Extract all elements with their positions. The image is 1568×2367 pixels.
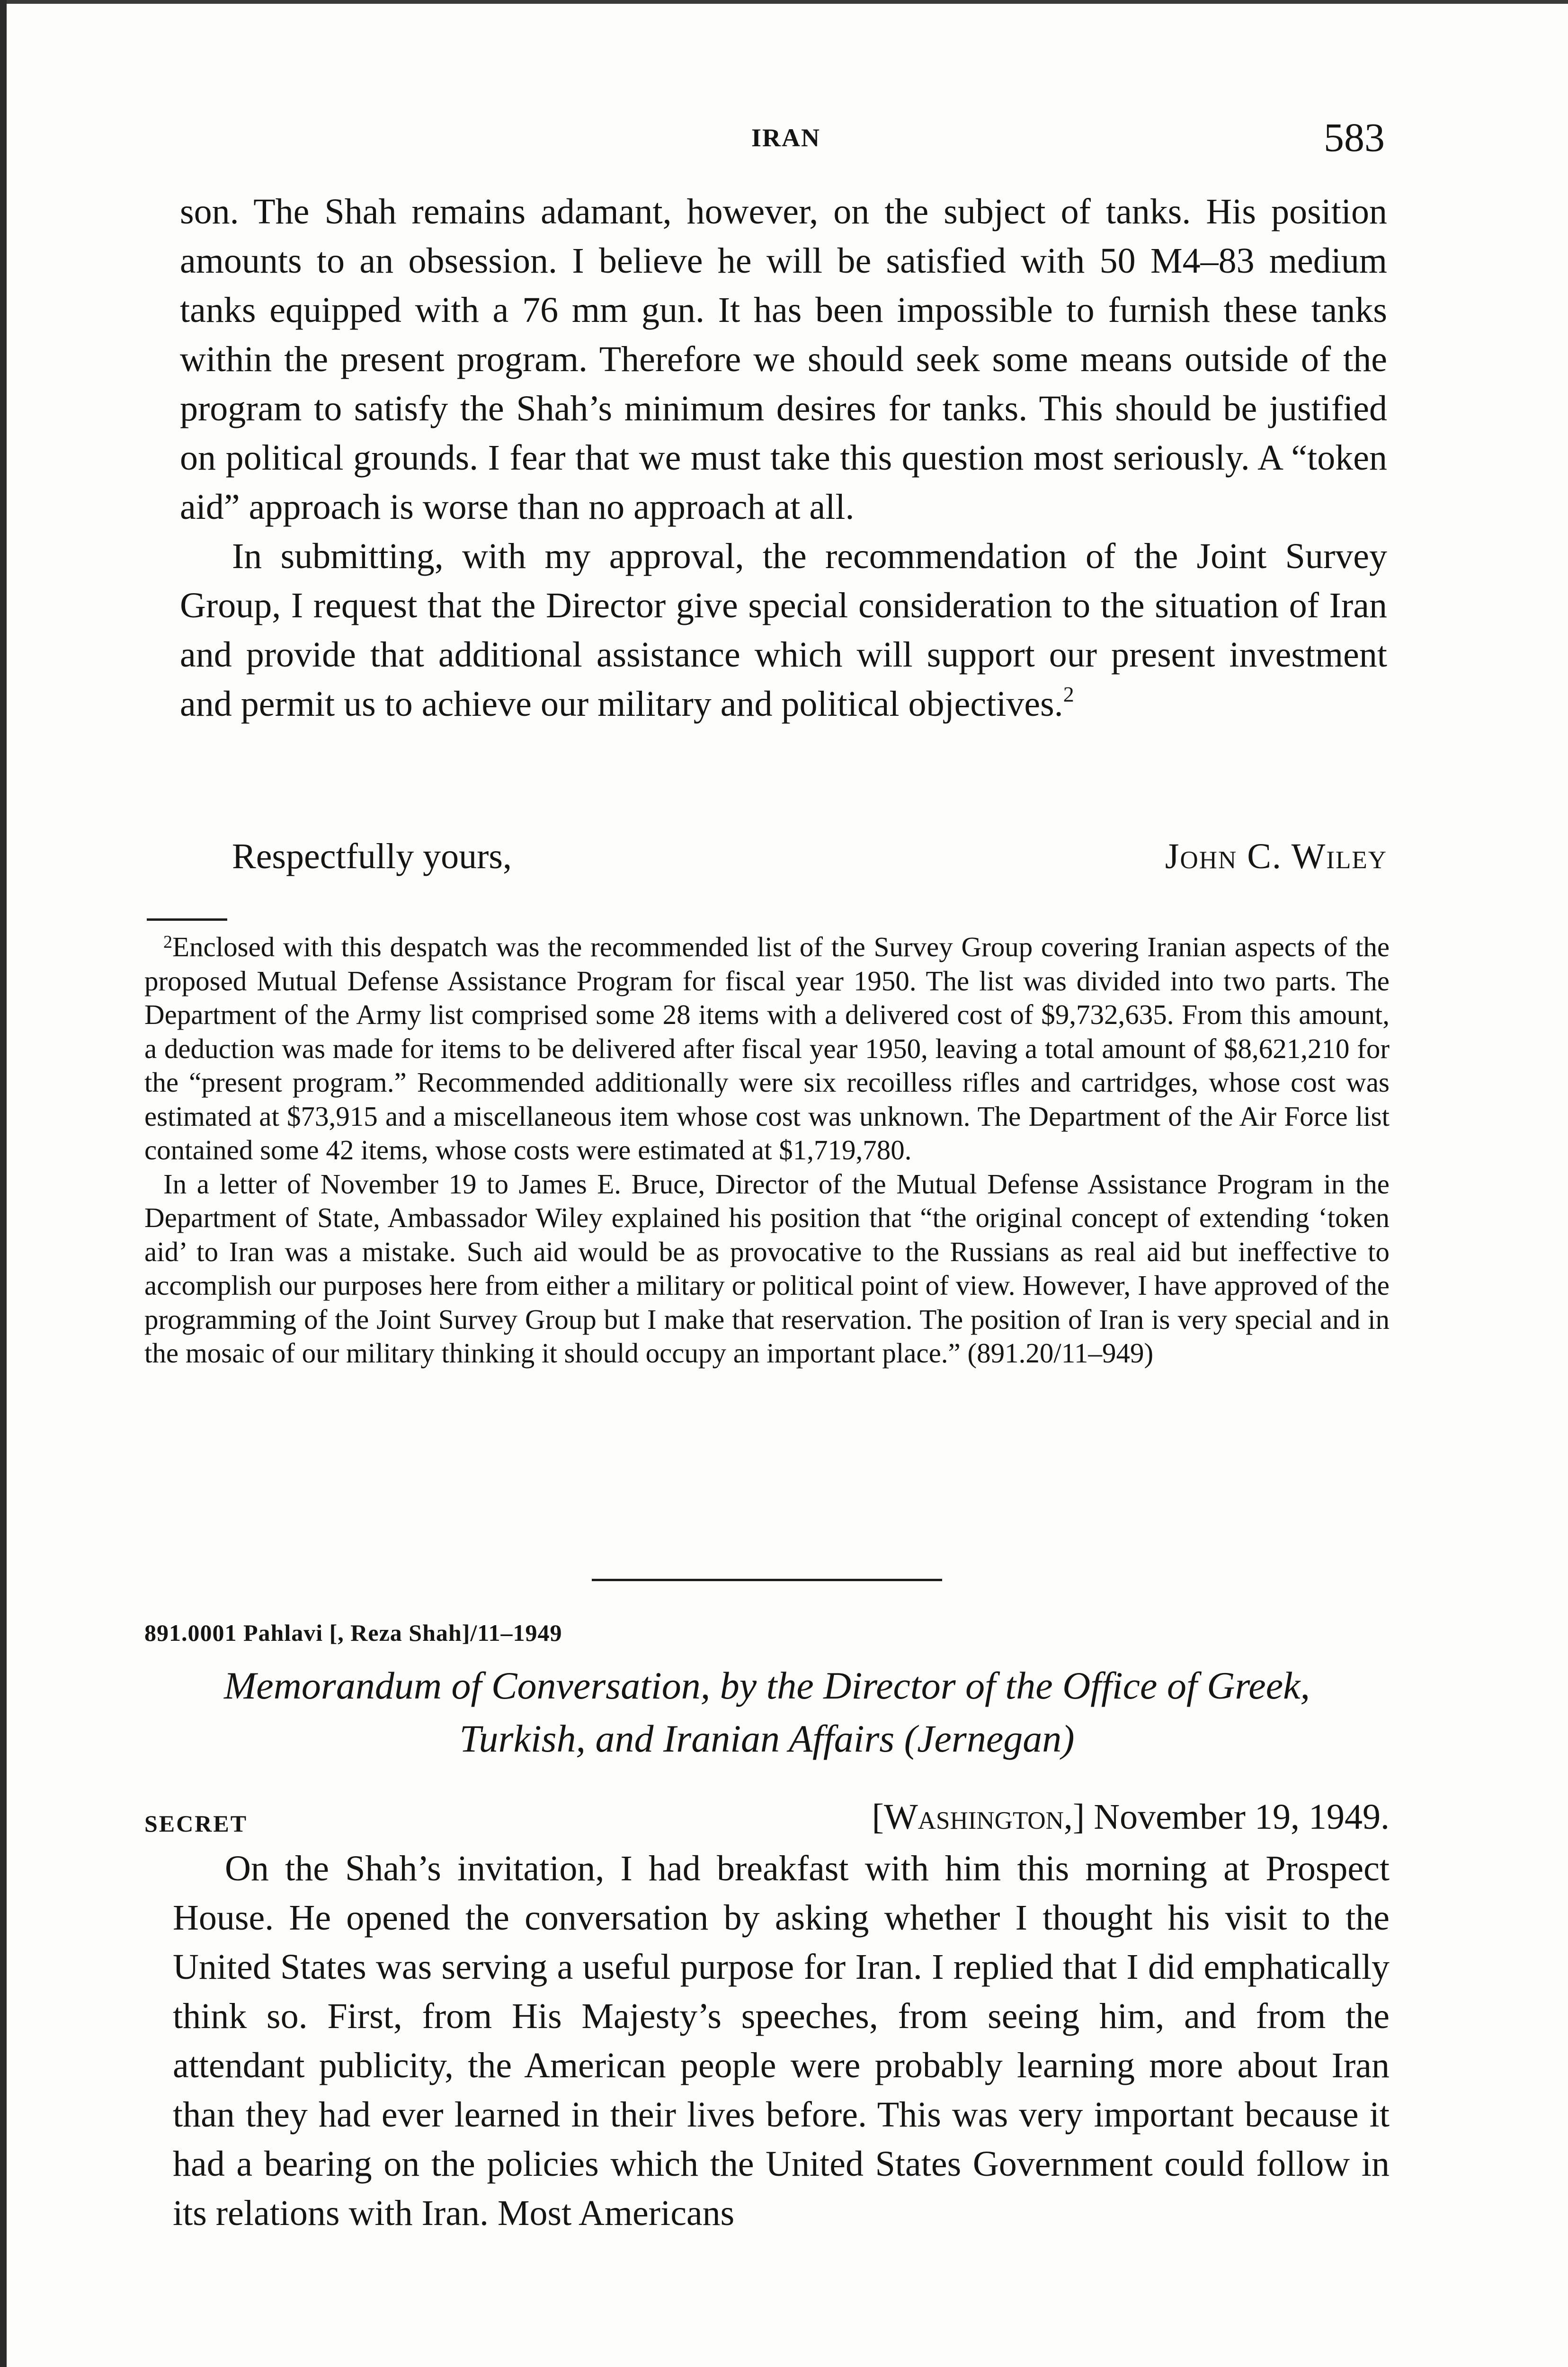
memo-body — [173, 1844, 1390, 2238]
letter-body — [180, 187, 1387, 729]
memo-paragraph-1: On the Shah’s invitation, I had breakfast with him this morning at Prospect House. He opened the conversation by asking whether I thought his visit to the United States was serving a useful purpose for Iran. I replied that I did emphatically think so. First, from His Majesty’s speeches, from seeing him, and from the attendant publicity, the American people were probably learning more about Iran than they had ever learned in their lives before. This was very important because it had a bearing on the policies which the United States Government could follow in its relations with Iran. Most Americans — [173, 1849, 1390, 2233]
dateline — [872, 1797, 1390, 1838]
memo-title-line-1: Memorandum of Conversation, by the Director of the Office of Greek, — [224, 1664, 1310, 1707]
letter-paragraph-final-text: In submitting, with my approval, the recommendation of the Joint Survey Group, I request that the Director give special consideration to the situation of Iran and provide that additional assistance which will support our present investment and permit us to achieve our military and political objectives. — [180, 536, 1387, 724]
memo-title — [144, 1659, 1390, 1765]
classification-marking: SECRET — [144, 1810, 248, 1837]
letter-paragraph-continued: son. The Shah remains adamant, however, on the subject of tanks. His position amounts to an obsession. I believe he will be satisfied with 50 M4–83 medium tanks equipped with a 76 mm gun. It has been impossible to furnish these tanks within the present program. Therefore we should seek some means outside of the program to satisfy the Shah’s minimum desires for tanks. This should be justified on political grounds. I fear that we must take this question most seriously. A “token aid” approach is worse than no approach at all. — [180, 192, 1387, 527]
letter-signer: John C. Wiley — [1165, 836, 1387, 876]
letter-closing: Respectfully yours, — [232, 836, 512, 876]
footnote-divider — [147, 918, 227, 921]
section-divider — [592, 1579, 942, 1581]
page-number: 583 — [1324, 115, 1385, 160]
scan-top-edge — [0, 0, 1568, 4]
footnote — [144, 930, 1390, 1370]
letter-signoff — [180, 832, 1387, 881]
dateline-date: November 19, 1949. — [1094, 1797, 1390, 1837]
footnote-paragraph-2: In a letter of November 19 to James E. Bruce, Director of the Mutual Defense Assistance Program in the Department of State, Ambassador Wiley explained his position that “the original concept of extending ‘token aid’ to Iran was a mistake. Such aid would be as provocative to the Russians as real aid but ineffective to accomplish our purposes here from either a military or political point of view. However, I have approved of the programming of the Joint Survey Group but I make that reservation. The position of Iran is very special and in the mosaic of our military thinking it should occupy an important place.” (891.20/11–949) — [144, 1168, 1390, 1369]
footnote-paragraph-1 — [144, 930, 1390, 1167]
dateline-place: [Washington,] — [872, 1797, 1085, 1837]
page-header — [187, 114, 1385, 166]
scan-left-edge — [0, 0, 7, 2367]
letter-paragraph-final — [180, 532, 1387, 729]
memo-title-line-2: Turkish, and Iranian Affairs (Jernegan) — [459, 1717, 1075, 1760]
file-reference: 891.0001 Pahlavi [, Reza Shah]/11–1949 — [144, 1620, 562, 1646]
footnote-reference: 2 — [1063, 682, 1074, 706]
footnote-paragraph-1-text: Enclosed with this despatch was the recommended list of the Survey Group covering Iranian aspects of the proposed Mutual Defense Assistance Program for fiscal year 1950. The list was divided into two parts. The Department of the Army list comprised some 28 items with a delivered cost of $9,732,635. From this amount, a deduction was made for items to be delivered after fiscal year 1950, leaving a total amount of $8,621,210 for the “present program.” Recommended additionally were six recoilless rifles and cartridges, whose cost was estimated at $73,915 and a miscellaneous item whose cost was unknown. The Department of the Air Force list contained some 42 items, whose costs were estimated at $1,719,780. — [144, 931, 1390, 1166]
footnote-marker: 2 — [163, 932, 172, 952]
running-head: IRAN — [751, 124, 820, 152]
